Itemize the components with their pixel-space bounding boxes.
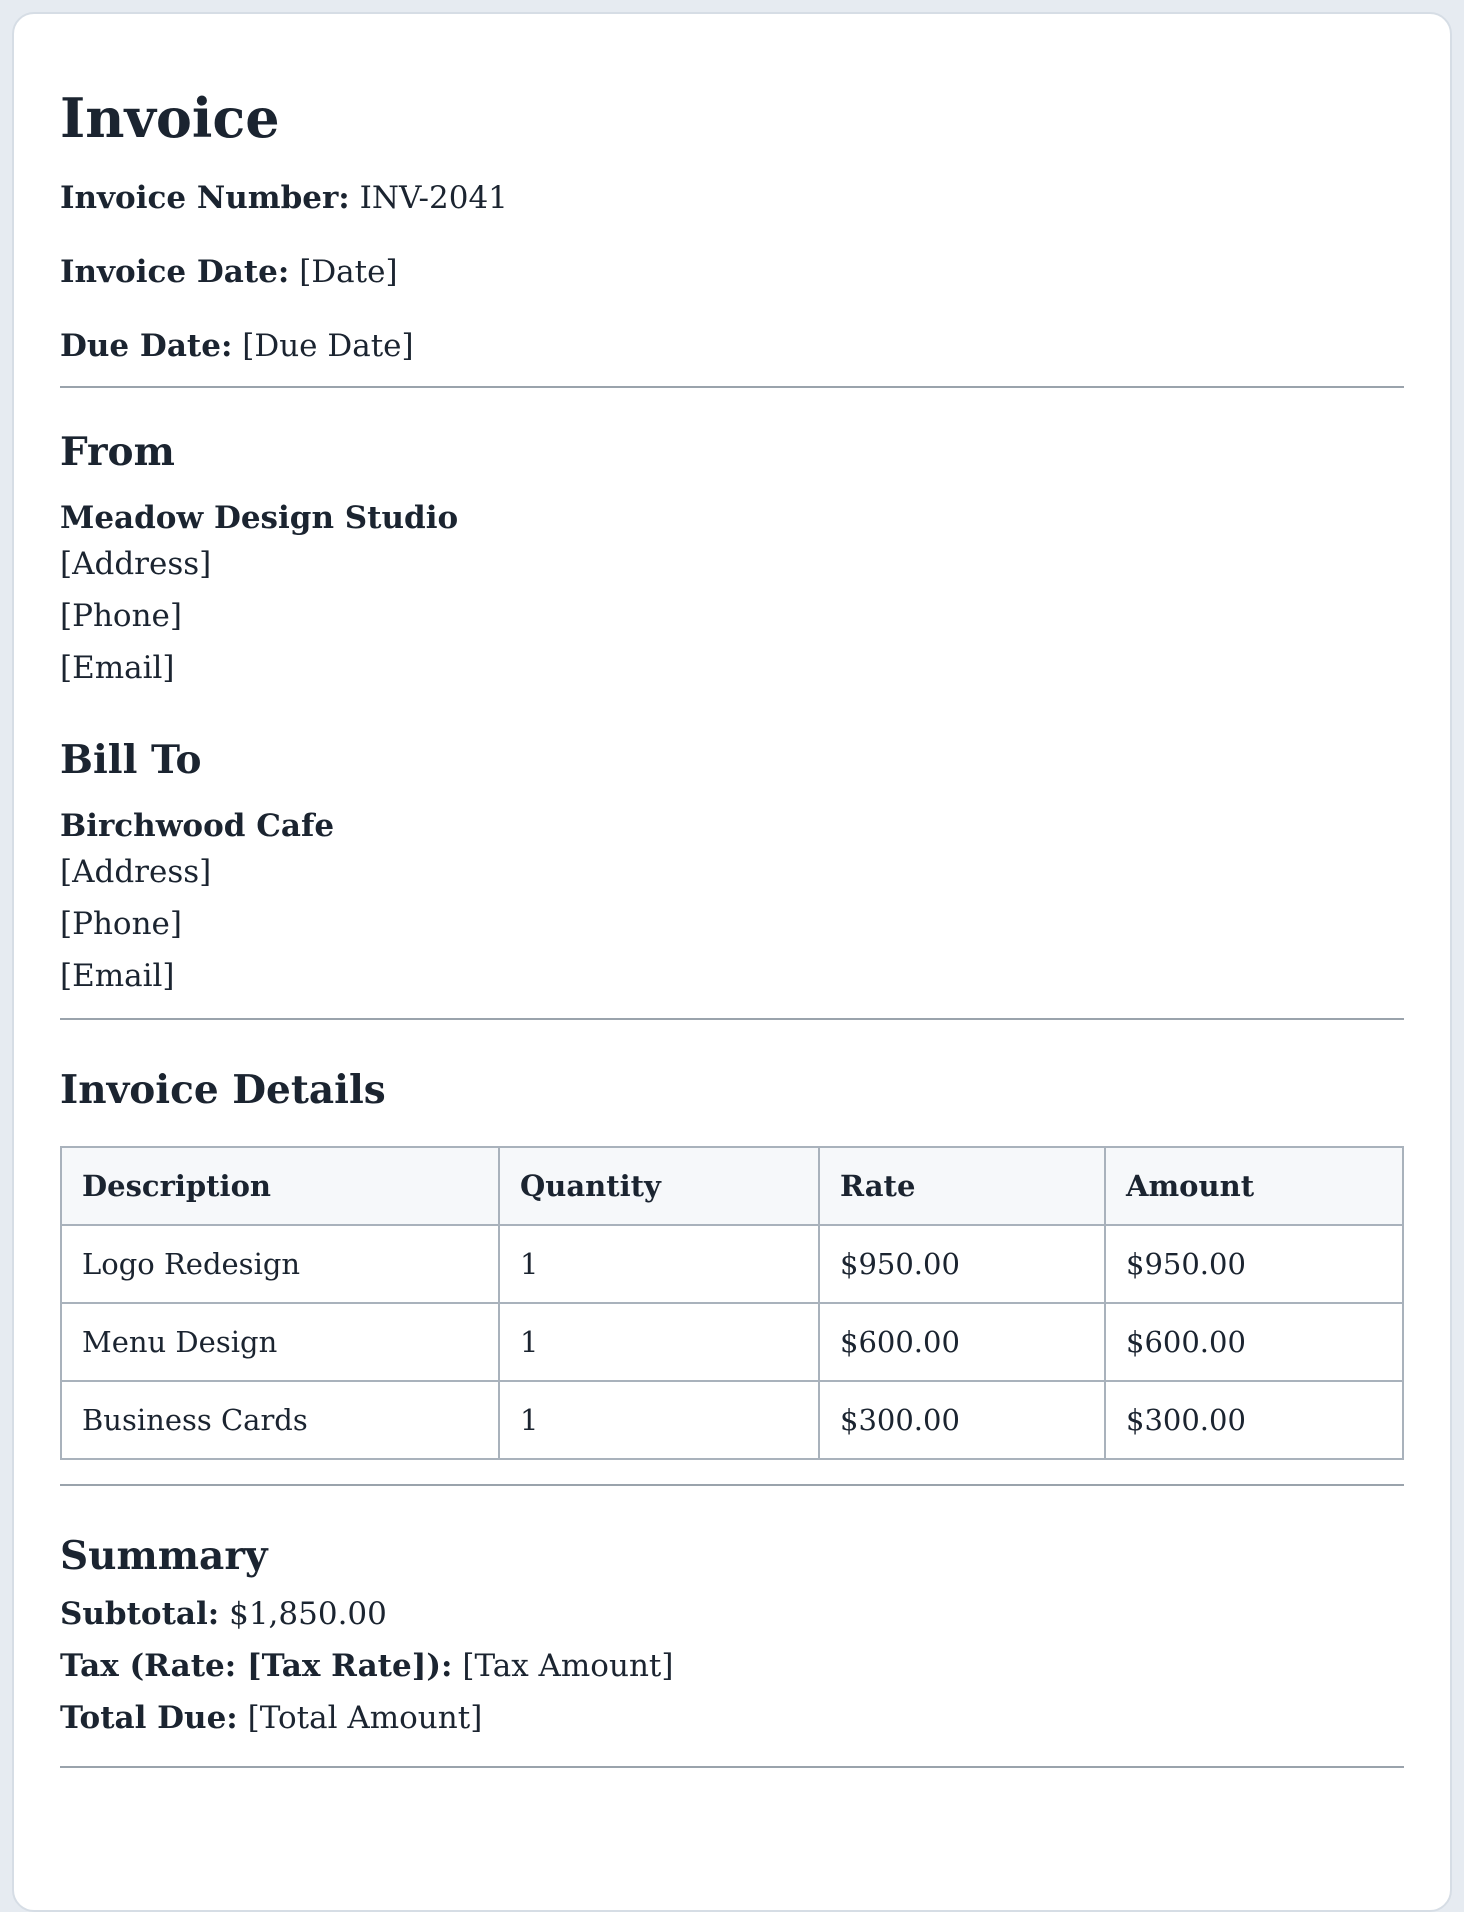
divider — [60, 1484, 1404, 1486]
cell-amount: $600.00 — [1105, 1303, 1403, 1381]
cell-quantity: 1 — [499, 1303, 819, 1381]
due-date-value: [Due Date] — [242, 328, 414, 364]
table-header-row — [61, 1147, 1403, 1225]
column-header-description: Description — [61, 1147, 499, 1225]
invoice-number-value: INV-2041 — [359, 180, 508, 216]
tax-value: [Tax Amount] — [462, 1648, 674, 1684]
cell-rate: $950.00 — [819, 1225, 1105, 1303]
total-label: Total Due: — [60, 1700, 238, 1736]
cell-amount: $300.00 — [1105, 1381, 1403, 1459]
invoice-number-line — [60, 178, 1404, 218]
due-date-label: Due Date: — [60, 328, 233, 364]
invoice-items-table — [60, 1146, 1404, 1460]
summary-heading: Summary — [60, 1533, 268, 1579]
page-title: Invoice — [60, 86, 280, 150]
cell-rate: $600.00 — [819, 1303, 1105, 1381]
divider — [60, 1018, 1404, 1020]
bill-to-heading: Bill To — [60, 737, 202, 783]
bill-to-phone: [Phone] — [60, 906, 182, 942]
invoice-date-label: Invoice Date: — [60, 254, 290, 290]
from-address: [Address] — [60, 546, 212, 582]
bill-to-email: [Email] — [60, 958, 175, 994]
cell-rate: $300.00 — [819, 1381, 1105, 1459]
from-phone: [Phone] — [60, 598, 182, 634]
cell-description: Menu Design — [61, 1303, 499, 1381]
cell-quantity: 1 — [499, 1225, 819, 1303]
divider — [60, 1766, 1404, 1768]
total-value: [Total Amount] — [247, 1700, 483, 1736]
table-row — [61, 1225, 1403, 1303]
cell-amount: $950.00 — [1105, 1225, 1403, 1303]
divider — [60, 386, 1404, 388]
subtotal-line — [60, 1588, 1404, 1640]
invoice-details-heading: Invoice Details — [60, 1067, 386, 1113]
table-row — [61, 1381, 1403, 1459]
cell-quantity: 1 — [499, 1381, 819, 1459]
tax-line — [60, 1640, 1404, 1692]
invoice-card — [12, 12, 1452, 1912]
invoice-number-label: Invoice Number: — [60, 180, 350, 216]
table-row — [61, 1303, 1403, 1381]
column-header-quantity: Quantity — [499, 1147, 819, 1225]
from-heading: From — [60, 429, 175, 475]
subtotal-value: $1,850.00 — [229, 1596, 387, 1632]
column-header-rate: Rate — [819, 1147, 1105, 1225]
bill-to-address: [Address] — [60, 854, 212, 890]
invoice-date-value: [Date] — [299, 254, 398, 290]
invoice-date-line — [60, 252, 1404, 292]
bill-to-name: Birchwood Cafe — [60, 808, 335, 844]
total-line — [60, 1692, 1404, 1744]
subtotal-label: Subtotal: — [60, 1596, 220, 1632]
due-date-line — [60, 326, 1404, 366]
from-name: Meadow Design Studio — [60, 500, 459, 536]
cell-description: Logo Redesign — [61, 1225, 499, 1303]
tax-label: Tax (Rate: [Tax Rate]): — [60, 1648, 453, 1684]
from-email: [Email] — [60, 650, 175, 686]
cell-description: Business Cards — [61, 1381, 499, 1459]
column-header-amount: Amount — [1105, 1147, 1403, 1225]
